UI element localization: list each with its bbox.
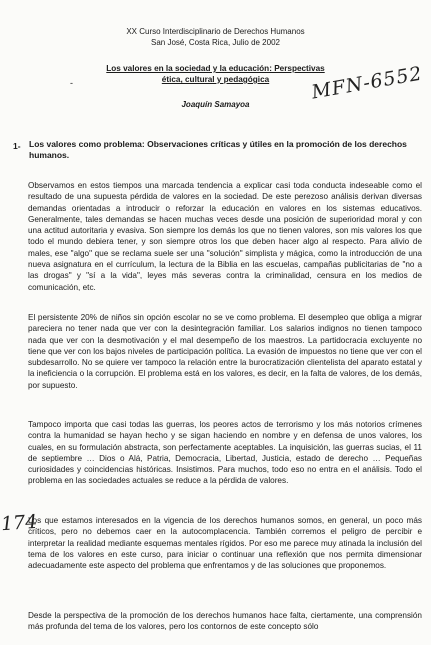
course-header-line-1: XX Curso Interdisciplinario de Derechos Humanos <box>126 27 305 36</box>
paragraph-5: Desde la perspectiva de la promoción de los derechos humanos hace falta, ciertamente, una comprensión más profunda del tema de los valores, pero los contornos de este concepto sólo <box>28 611 422 632</box>
paragraph-3: Tampoco importa que casi todas las guerras, los peores actos de terrorismo y los más notorios crímenes contra la humanidad se hayan hecho y se sigan haciendo en nombre y en defensa de unos valores, los cuales, en su formulación abstracta, son perfectamente aceptables. La inquisición, las guerras sucias, el 11 de septiembre … Dios o Alá, Patria, Democracia, Libertad, Justicia, estado de derecho … Pequeñas curiosidades y coincidencias históricas. Insistimos. Para muchos, todo eso no entra en el análisis. Todo el problema en las sociedades actuales se reduce a la pérdida de valores. <box>28 420 422 486</box>
course-header-line-2: San José, Costa Rica, Julio de 2002 <box>151 38 280 47</box>
document-title-line-1: Los valores en la sociedad y la educación: Perspectivas <box>106 64 325 73</box>
author-name: Joaquín Samayoa <box>181 100 250 109</box>
stray-mark: - <box>70 78 73 88</box>
section-title: Los valores como problema: Observaciones críticas y útiles en la promoción de los derechos humanos. <box>29 139 407 160</box>
paragraph-4: Los que estamos interesados en la vigencia de los derechos humanos somos, en general, un poco más críticos, pero no debemos caer en la autocomplacencia. También corremos el peligro de percibir e interpretar la realidad mediante esquemas mentales rígidos. Por eso me parece muy atinada la inclusión del tema de los valores en este curso, para iniciar o continuar una reflexión que nos permita dimensionar adecuadamente este aspecto del problema que enfrentamos y de las soluciones que proponemos. <box>28 516 422 571</box>
document-title-line-2: ética, cultural y pedagógica <box>161 75 270 84</box>
handwritten-page-mark: 174 <box>0 510 38 536</box>
paragraph-1: Observamos en estos tiempos una marcada tendencia a explicar casi toda conducta indeseable como el resultado de una supuesta pérdida de valores en la sociedad. De este perezoso análisis derivan diversas demandas orientadas a introducir o reforzar la educación en valores en los sistemas educativos. Generalmente, tales demandas se hacen muchas veces desde una posición de superioridad moral y con una actitud autoritaria y evasiva. Son siempre los demás los que no tienen valores, son mis valores los que todo el mundo debiera tener, y son siempre otros los que deben hacer algo al respecto. Para alivio de males, ese "algo" que se reclama suele ser una "solución" simplista y mágica, como la introducción de una nueva asignatura en el currículum, la lectura de la Biblia en las escuelas, campañas publicitarias de "no a las drogas" y "sí a la vida", leyes más severas contra la criminalidad, censura en los medios de comunicación, etc. <box>28 181 422 292</box>
section-number: 1- <box>13 141 21 151</box>
paragraph-2: El persistente 20% de niños sin opción escolar no se ve como problema. El desempleo que obliga a migrar pareciera no tener nada que ver con la desintegración familiar. Los salarios indignos no tienen tampoco nada que ver con la desmotivación y el mal desempeño de los maestros. La partidocracia excluyente no tiene que ver con los bajos niveles de participación política. La evasión de impuestos no tiene que ver con el subdesarrollo. No se quiere ver tampoco la relación entre la burocratización clientelista del aparato estatal y la ineficiencia o la corrupción. El problema está en los valores, es decir, en la falta de valores, de los demás, por supuesto. <box>28 313 422 390</box>
handwritten-catalog-number: MFN-6552 <box>309 62 425 104</box>
